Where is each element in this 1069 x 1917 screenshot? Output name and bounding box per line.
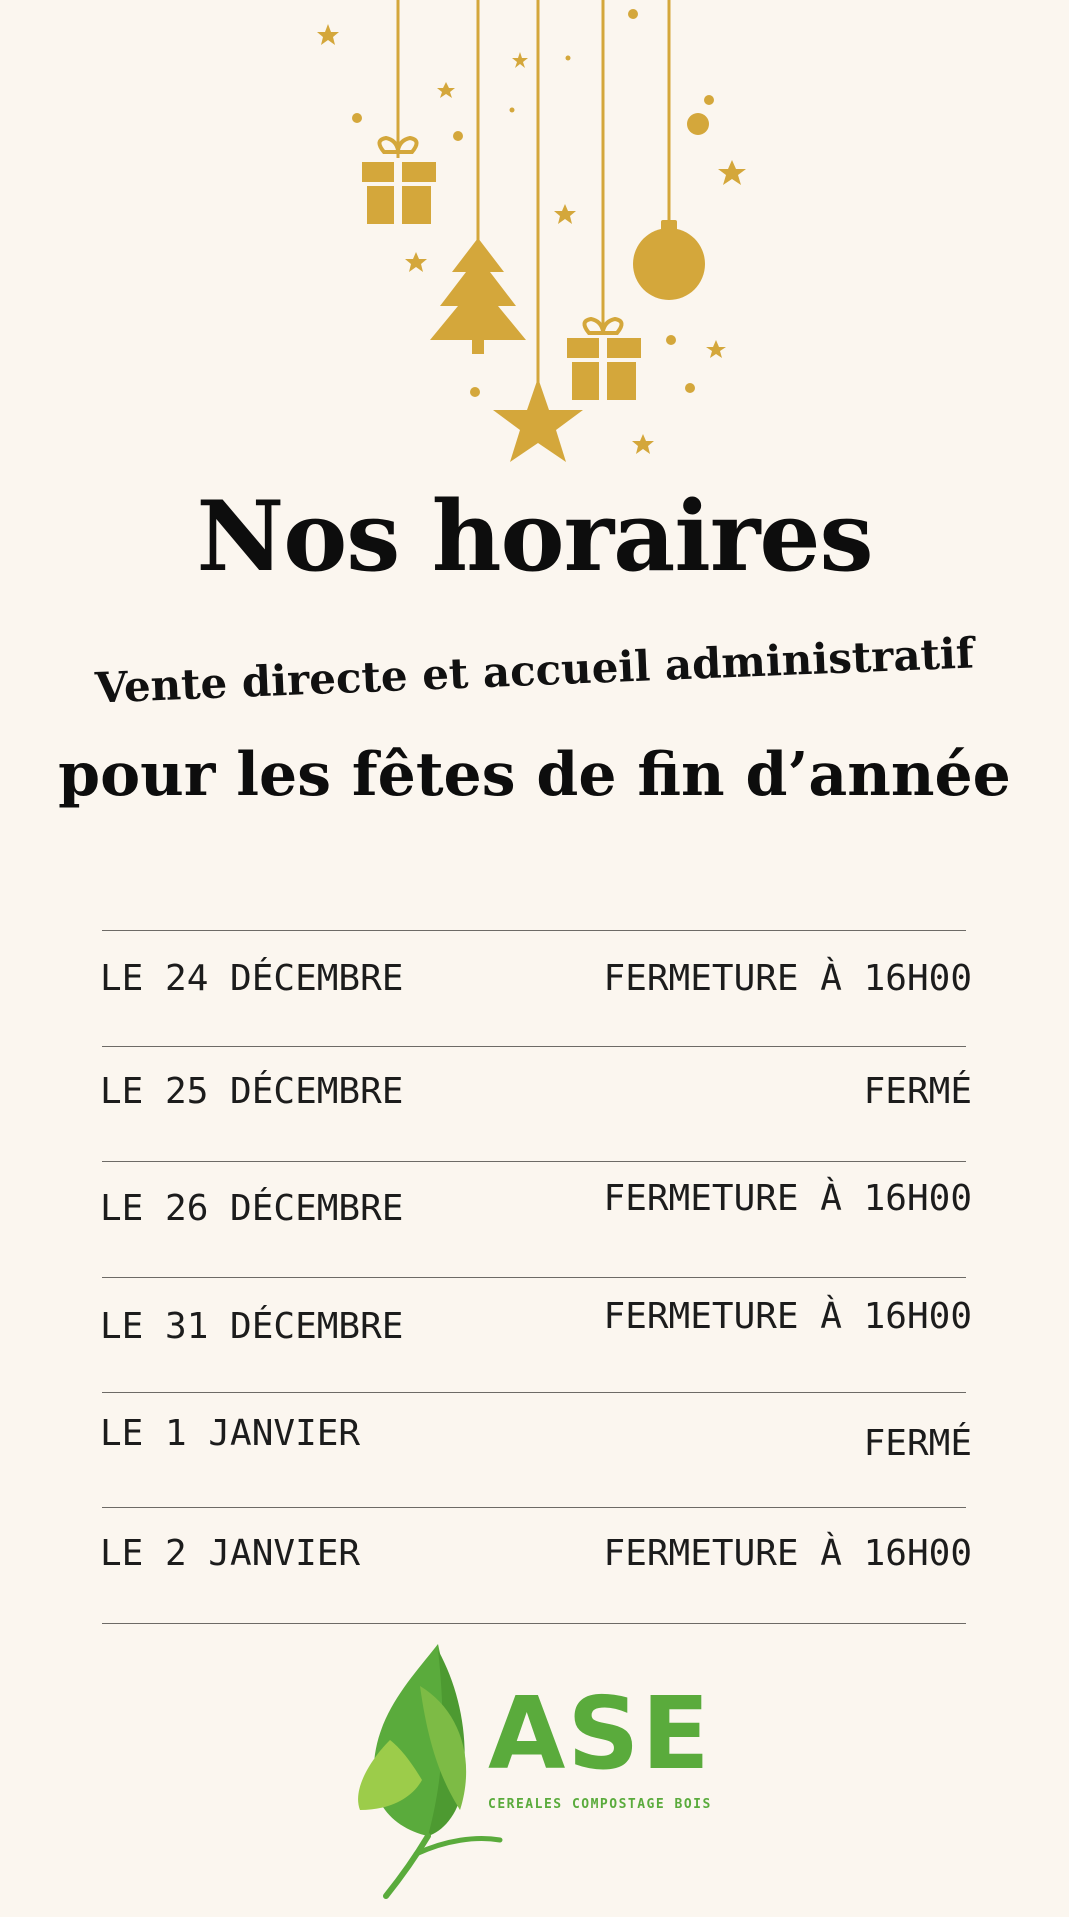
schedule-hours: FERMETURE À 16H00 <box>603 1533 972 1574</box>
divider <box>102 1623 966 1624</box>
gift-icon <box>362 138 436 224</box>
page-title: Nos horaires <box>196 480 873 593</box>
subtitle-line-1: Vente directe et accueil administratif <box>94 628 975 713</box>
schedule-row <box>100 958 972 1018</box>
divider <box>102 1161 966 1162</box>
hanging-ornaments <box>0 0 1069 480</box>
star-icon <box>493 378 583 462</box>
schedule-date: LE 25 DÉCEMBRE <box>100 1071 404 1112</box>
brand-tagline: CEREALES COMPOSTAGE BOIS <box>488 1797 712 1812</box>
ornament-ball-icon <box>633 220 705 300</box>
schedule-hours: FERMETURE À 16H00 <box>603 1296 972 1337</box>
schedule-date: LE 31 DÉCEMBRE <box>100 1306 404 1347</box>
schedule-row <box>100 1413 972 1473</box>
schedule-hours: FERMÉ <box>863 1071 972 1112</box>
schedule-row <box>100 1178 972 1246</box>
schedule-date: LE 2 JANVIER <box>100 1533 361 1574</box>
divider <box>102 1392 966 1393</box>
christmas-tree-icon <box>430 238 526 354</box>
schedule-date: LE 26 DÉCEMBRE <box>100 1188 404 1229</box>
gift-icon <box>567 319 641 400</box>
divider <box>102 1507 966 1508</box>
brand-name: ASE <box>488 1675 712 1792</box>
divider <box>102 1046 966 1047</box>
schedule-hours: FERMETURE À 16H00 <box>603 1178 972 1219</box>
divider <box>102 1277 966 1278</box>
schedule-hours: FERMÉ <box>863 1423 972 1464</box>
divider <box>102 930 966 931</box>
schedule-row <box>100 1533 972 1593</box>
schedule-row <box>100 1296 972 1364</box>
subtitle-line-2: pour les fêtes de fin d’année <box>58 740 1011 810</box>
schedule-date: LE 24 DÉCEMBRE <box>100 958 404 999</box>
schedule-hours: FERMETURE À 16H00 <box>603 958 972 999</box>
schedule-date: LE 1 JANVIER <box>100 1413 361 1454</box>
schedule-row <box>100 1071 972 1131</box>
